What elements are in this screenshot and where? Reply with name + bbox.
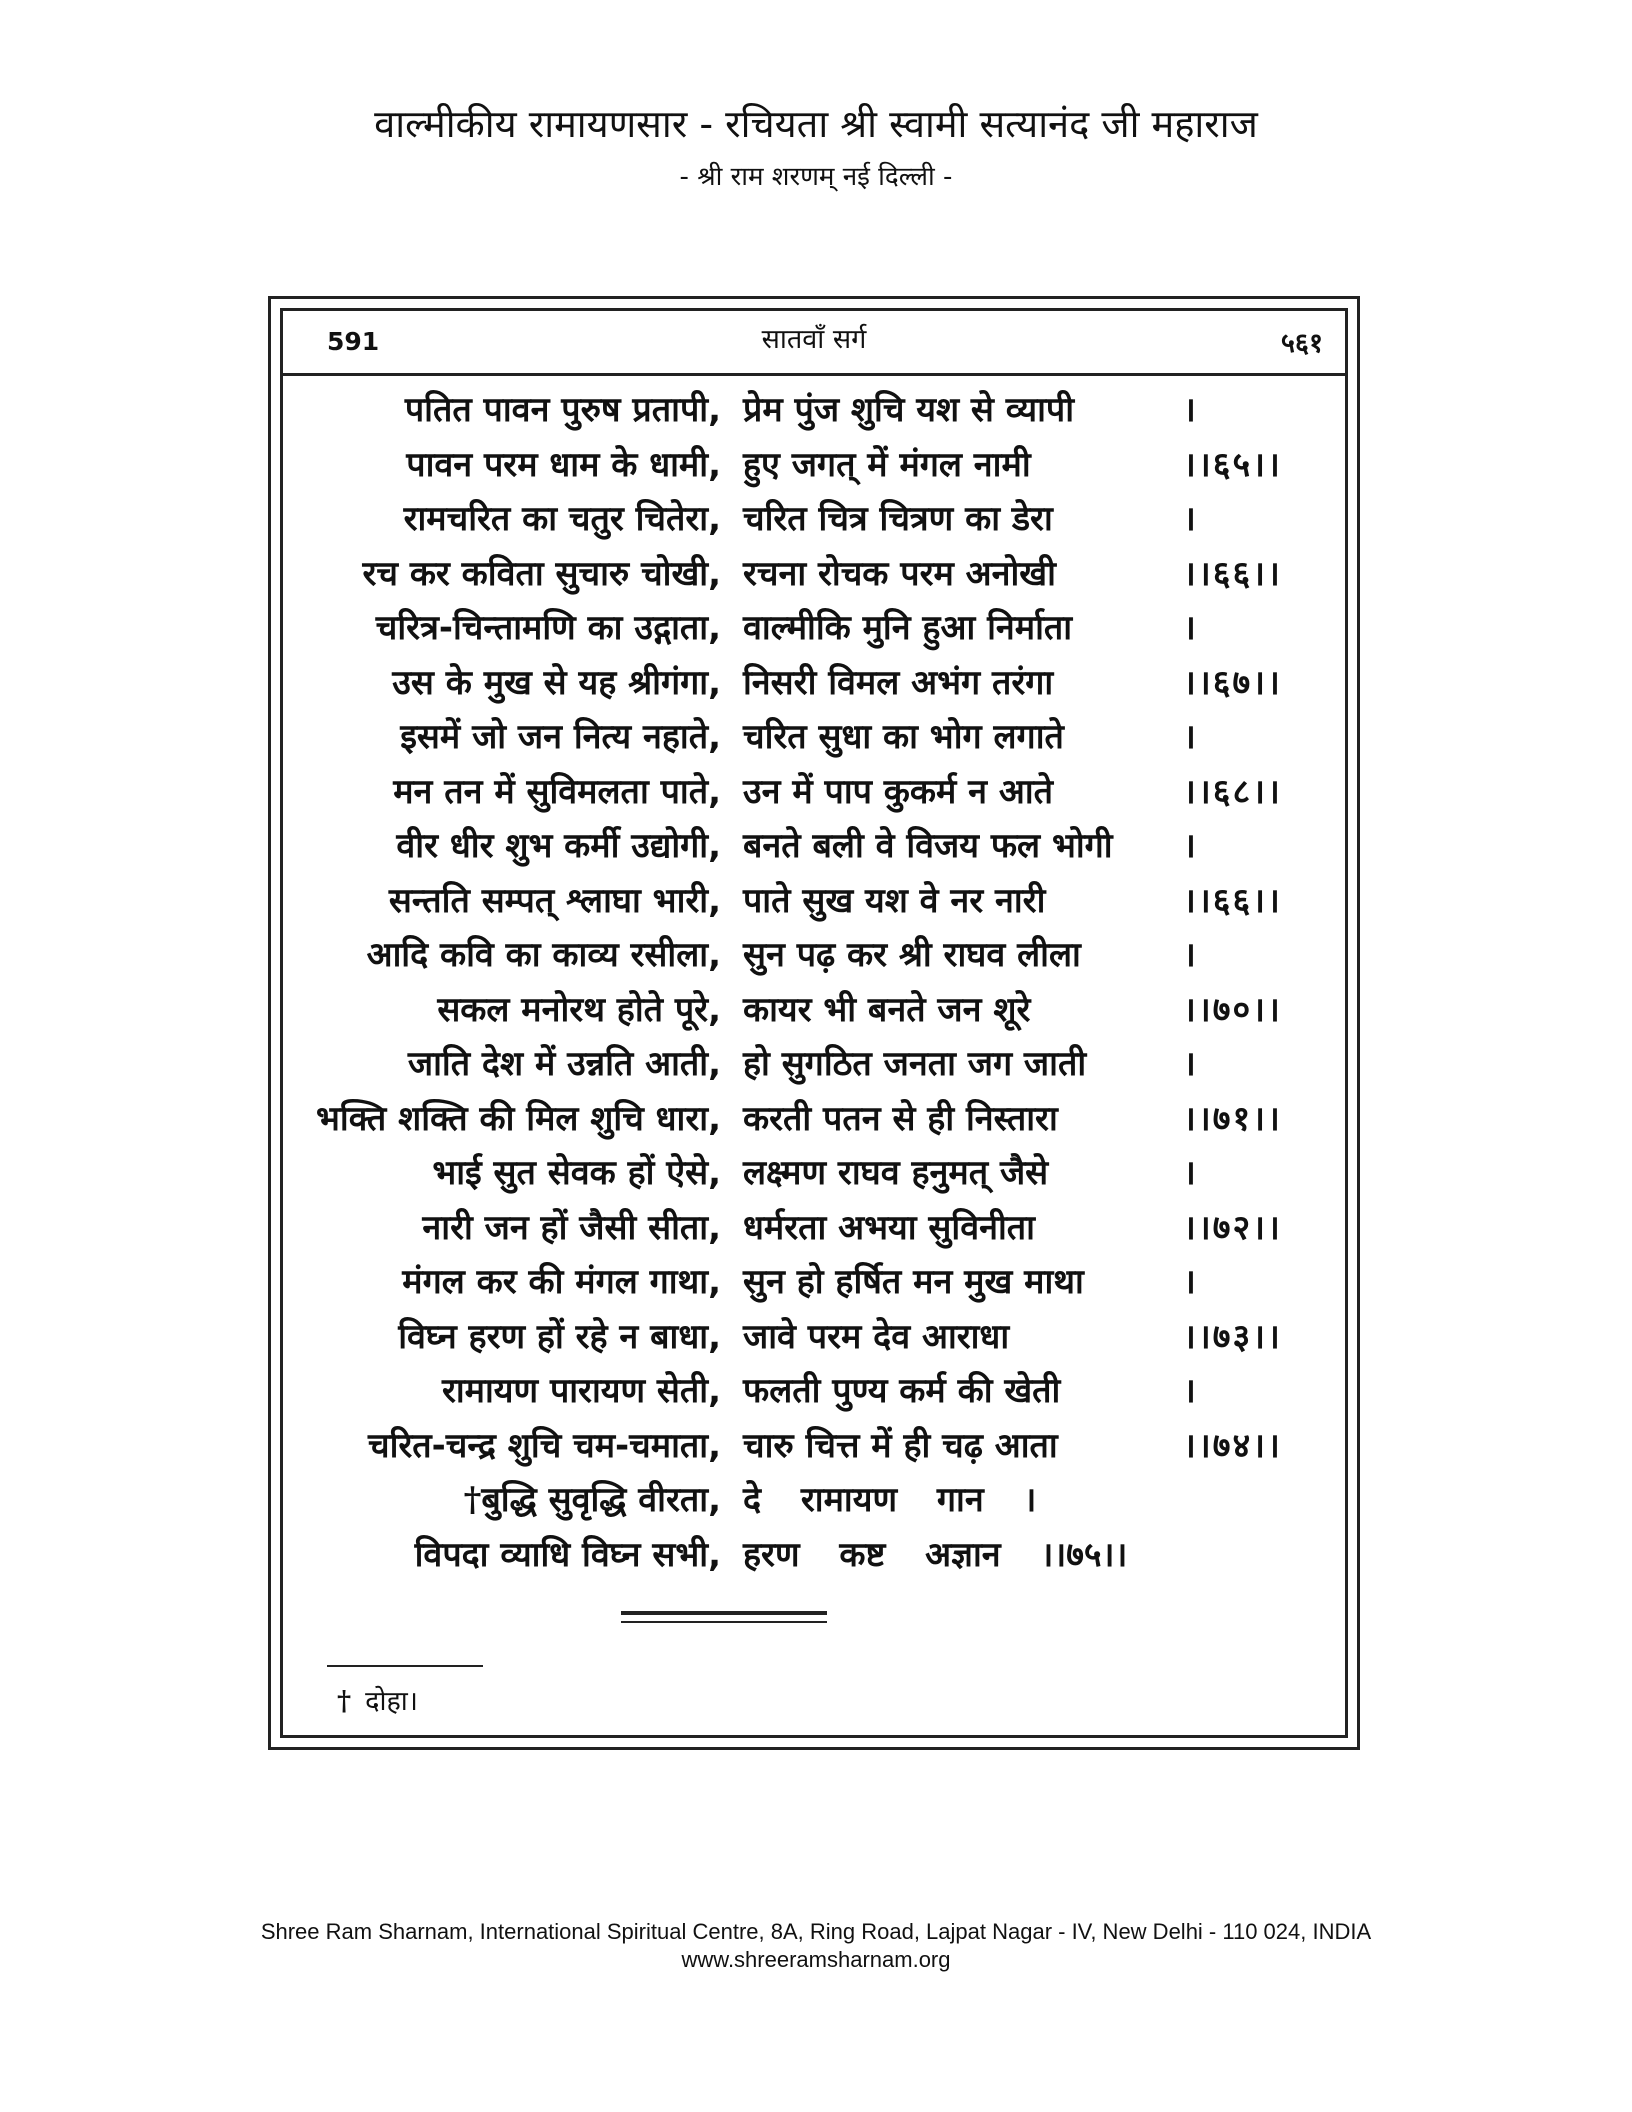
dagger-icon: † [463,1480,482,1520]
verse-marker: ।।६८।। [1183,771,1282,812]
section-separator [621,1611,827,1615]
footnote [337,1681,418,1718]
page-number-arabic: 591 [327,327,380,356]
page-header-row [283,311,1345,376]
verse-marker: ।।६६।। [1183,553,1282,594]
verse-marker: ।।७३।। [1183,1316,1282,1357]
doha-line-2 [283,1528,1345,1583]
verse-line [283,1146,1345,1201]
verse-first-half: चरित-चन्द्र शुचि चम-चमाता, [368,1425,721,1466]
verse-second-half: चरित चित्र चित्रण का डेरा [743,499,1053,539]
document-subtitle: - श्री राम शरणम् नई दिल्ली - [679,162,953,192]
verse-marker: ।।६५।। [1183,444,1282,485]
verse-line [283,1364,1345,1419]
page-number-devanagari: ५६१ [1280,328,1323,359]
verse-second-half: कायर भी बनते जन शूरे [743,989,1031,1030]
verse-block [283,383,1345,1582]
verse-marker: । [1183,826,1198,866]
verse-first-half: जाति देश में उन्नति आती, [407,1044,721,1084]
verse-second-half: धर्मरता अभया सुविनीता [743,1207,1035,1248]
verse-second-half: फलती पुण्य कर्म की खेती [743,1371,1061,1411]
verse-line [283,1037,1345,1092]
verse-first-half: रच कर कविता सुचारु चोखी, [362,553,721,594]
verse-line [283,492,1345,547]
footer-url: www.shreeramsharnam.org [681,1947,951,1972]
verse-first-half: पतित पावन पुरुष प्रतापी, [404,390,721,430]
verse-second-half: करती पतन से ही निस्तारा [743,1098,1058,1139]
verse-marker: । [1183,1371,1198,1411]
verse-line [283,1092,1345,1147]
verse-first-half: चरित्र-चिन्तामणि का उद्गाता, [375,608,721,648]
verse-line [283,1201,1345,1256]
verse-line [283,710,1345,765]
verse-line [283,601,1345,656]
section-separator-thin [621,1621,827,1623]
verse-marker: । [1183,1044,1198,1084]
verse-marker: । [1183,1153,1198,1193]
doha-line-2-a: विपदा व्याधि विघ्न सभी, [414,1534,721,1575]
verse-first-half: सन्तति सम्पत् श्लाघा भारी, [388,880,721,921]
verse-marker: । [1183,1262,1198,1302]
verse-first-half: पावन परम धाम के धामी, [406,444,721,485]
verse-line [283,1419,1345,1474]
verse-first-half: भाई सुत सेवक हों ऐसे, [432,1153,721,1193]
verse-second-half: सुन पढ़ कर श्री राघव लीला [743,935,1081,975]
verse-marker: । [1183,717,1198,757]
page-frame-inner [280,308,1348,1738]
verse-second-half: उन में पाप कुकर्म न आते [743,771,1054,812]
verse-marker: ।।७२।। [1183,1207,1282,1248]
verse-first-half: वीर धीर शुभ कर्मी उद्योगी, [396,826,721,866]
verse-first-half: इसमें जो जन नित्य नहाते, [400,717,721,757]
verse-marker: ।।७१।। [1183,1098,1282,1139]
footnote-rule [327,1665,483,1667]
verse-line [283,819,1345,874]
verse-line [283,765,1345,820]
footnote-text: दोहा। [365,1686,419,1717]
doha-first-half [464,1473,721,1527]
verse-first-half: नारी जन हों जैसी सीता, [422,1207,721,1248]
doha-line-1-a: बुद्धि सुवृद्धि वीरता, [481,1480,721,1520]
doha-line-2-b: हरण कष्ट अज्ञान ।।७५।। [743,1534,1128,1575]
verse-second-half: चारु चित्त में ही चढ़ आता [743,1425,1058,1466]
verse-second-half: चरित सुधा का भोग लगाते [743,717,1064,757]
verse-first-half: रामायण पारायण सेती, [441,1371,721,1411]
verse-second-half: हो सुगठित जनता जग जाती [743,1044,1087,1084]
verse-first-half: रामचरित का चतुर चितेरा, [403,499,721,539]
verse-line [283,928,1345,983]
verse-second-half: लक्ष्मण राघव हनुमत् जैसे [743,1153,1049,1193]
verse-marker: । [1183,499,1198,539]
verse-line [283,874,1345,929]
verse-first-half: मंगल कर की मंगल गाथा, [402,1262,721,1302]
verse-marker: ।।७०।। [1183,989,1282,1030]
document-title: वाल्मीकीय रामायणसार - रचियता श्री स्वामी सत्यानंद जी महाराज [374,102,1258,146]
verse-first-half: मन तन में सुविमलता पाते, [393,771,721,812]
verse-second-half: पाते सुख यश वे नर नारी [743,880,1046,921]
verse-marker: ।।६७।। [1183,662,1282,703]
verse-marker: ।।६६।। [1183,880,1282,921]
footer-address: Shree Ram Sharnam, International Spiritual Centre, 8A, Ring Road, Lajpat Nagar - IV, New Delhi - 110 024, INDIA [260,1919,1372,1944]
verse-line [283,547,1345,602]
page-frame-outer [268,296,1360,1750]
verse-second-half: निसरी विमल अभंग तरंगा [743,662,1054,703]
verse-marker: ।।७४।। [1183,1425,1282,1466]
verse-second-half: जावे परम देव आराधा [743,1316,1010,1357]
chapter-title: सातवाँ सर्ग [761,324,867,355]
verse-second-half: सुन हो हर्षित मन मुख माथा [743,1262,1084,1302]
verse-first-half: आदि कवि का काव्य रसीला, [366,935,721,975]
verse-second-half: वाल्मीकि मुनि हुआ निर्माता [743,608,1073,648]
verse-line [283,1310,1345,1365]
verse-first-half: उस के मुख से यह श्रीगंगा, [392,662,721,703]
doha-line-1 [283,1473,1345,1528]
verse-second-half: प्रेम पुंज शुचि यश से व्यापी [743,390,1075,430]
verse-marker: । [1183,935,1198,975]
verse-first-half: विघ्न हरण हों रहे न बाधा, [398,1316,721,1357]
verse-line [283,656,1345,711]
verse-first-half: सकल मनोरथ होते पूरे, [437,989,721,1030]
verse-second-half: रचना रोचक परम अनोखी [743,553,1056,594]
verse-line [283,383,1345,438]
verse-marker: । [1183,608,1198,648]
verse-marker: । [1183,390,1198,430]
verse-line [283,1255,1345,1310]
verse-first-half: भक्ति शक्ति की मिल शुचि धारा, [316,1098,721,1139]
verse-line [283,983,1345,1038]
verse-second-half: बनते बली वे विजय फल भोगी [743,826,1113,866]
footnote-dagger-icon: † [337,1686,352,1717]
doha-line-1-b: दे रामायण गान । [743,1480,1037,1520]
verse-second-half: हुए जगत् में मंगल नामी [743,444,1031,485]
verse-line [283,438,1345,493]
